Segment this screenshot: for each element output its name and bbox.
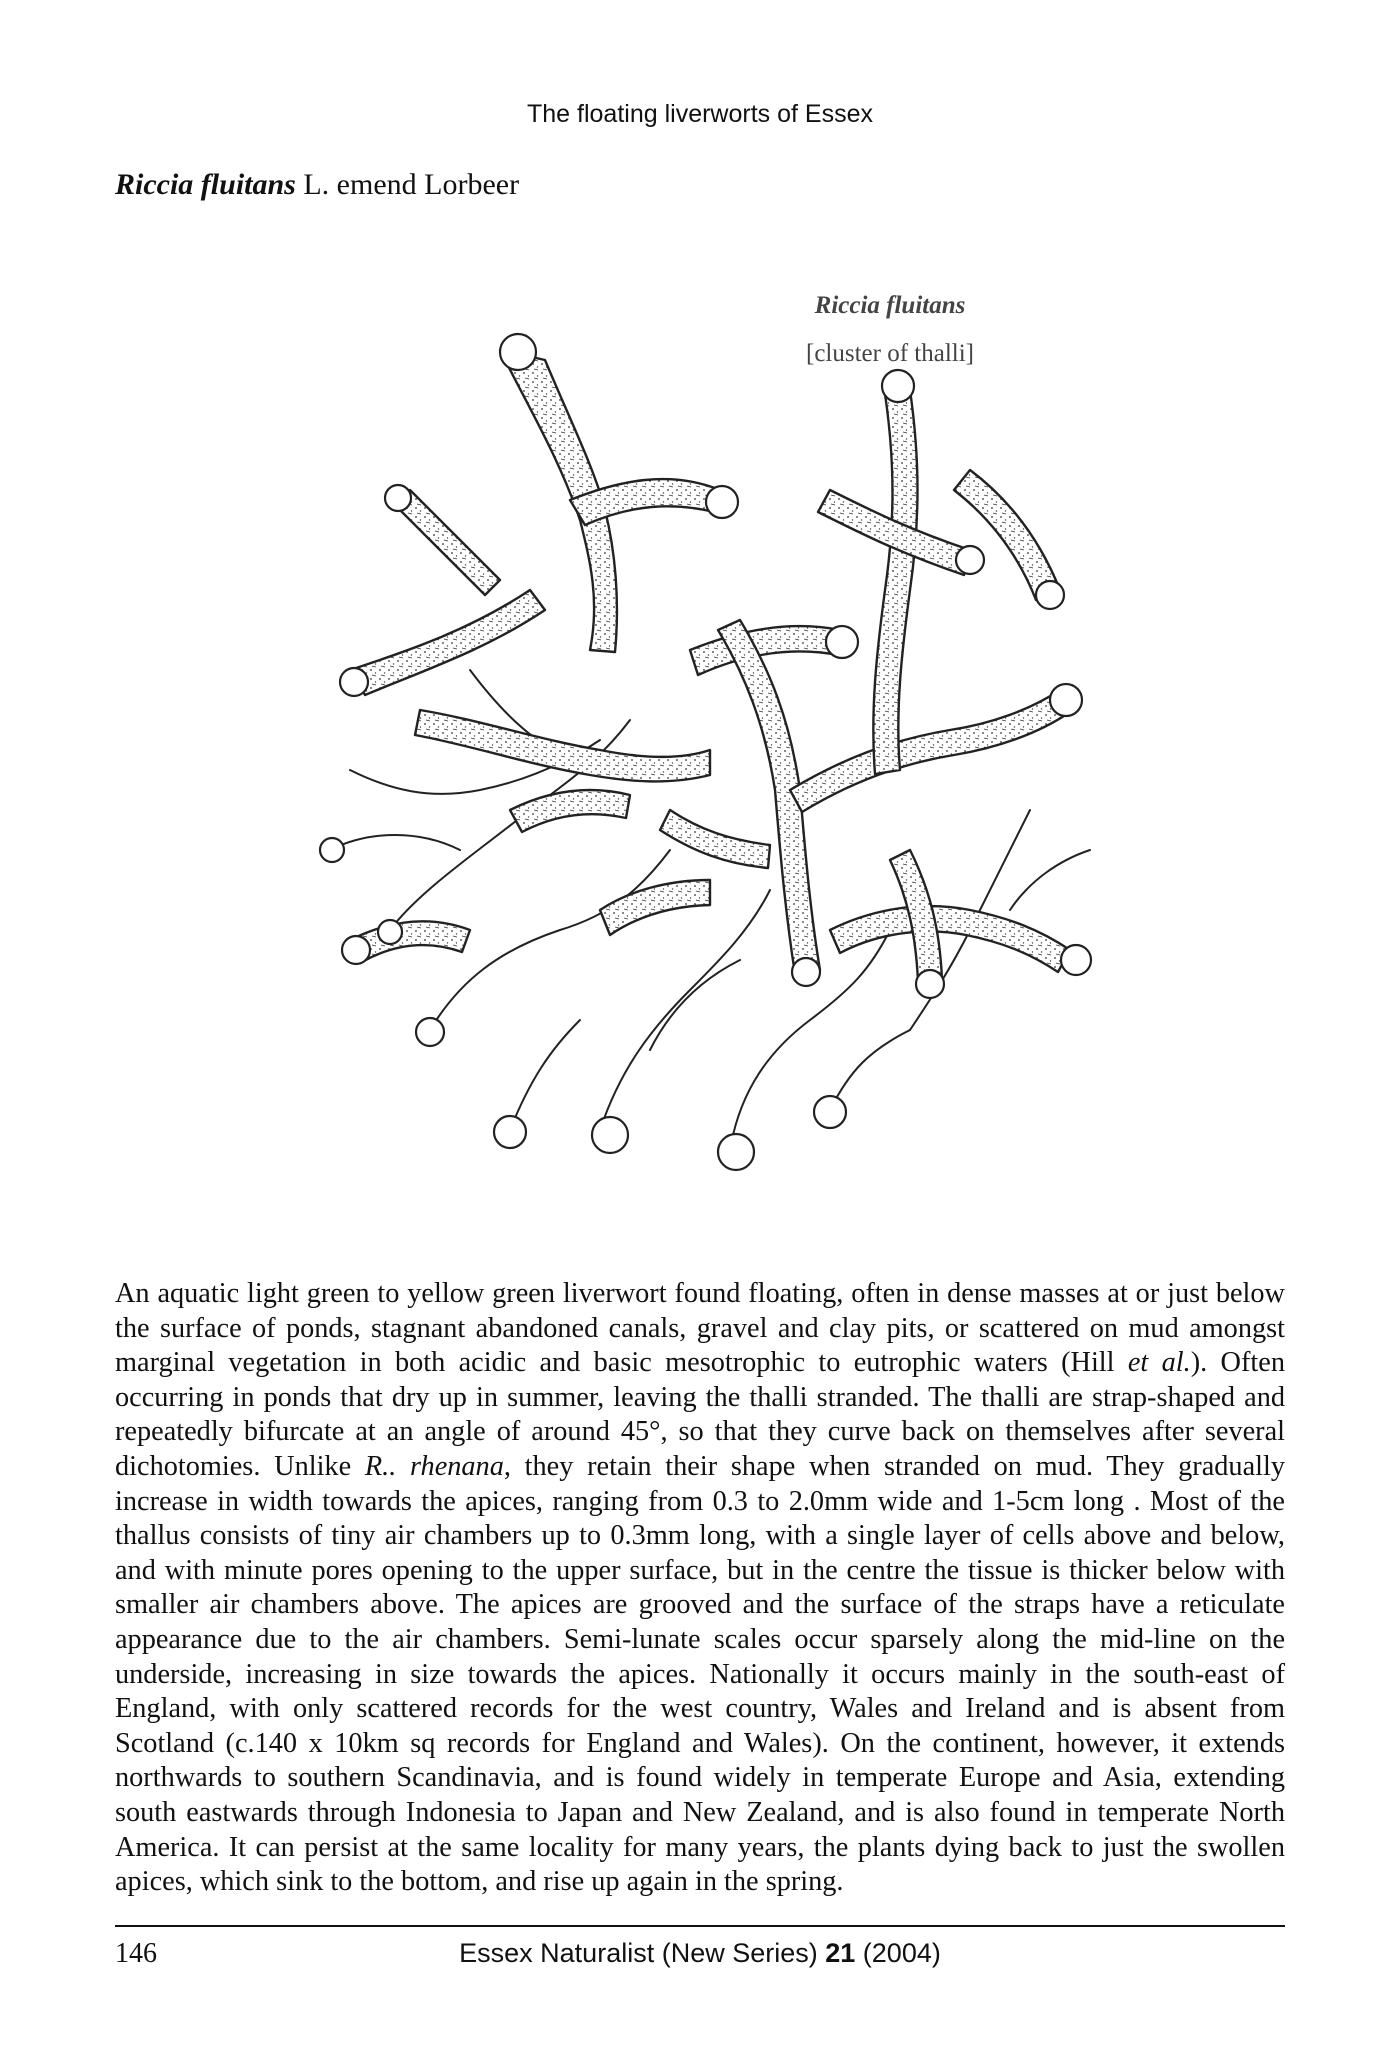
species-latin-name: Riccia fluitans bbox=[115, 168, 296, 201]
species-heading bbox=[115, 168, 519, 202]
journal-citation bbox=[0, 1938, 1400, 1969]
running-head: The floating liverworts of Essex bbox=[527, 100, 873, 128]
species-reference-rhenana: R.. rhenana bbox=[364, 1450, 504, 1482]
species-authority: L. emend Lorbeer bbox=[303, 168, 520, 201]
footer-rule bbox=[115, 1925, 1285, 1927]
journal-volume: 21 bbox=[825, 1938, 856, 1968]
liverwort-thalli-illustration bbox=[270, 290, 1150, 1190]
description-part-2: ). Often occurring in ponds that dry up in summer, leaving the thalli stranded. The thalli are strap-shaped and repeatedly bifurcate at an angle of around 45°, so that they curve back on themselves after several dichotomies. Unlike bbox=[115, 1347, 1285, 1482]
citation-etal: et al. bbox=[1127, 1347, 1191, 1379]
description-part-1: An aquatic light green to yellow green liverwort found floating, often in dense masses at or just below the surface of ponds, stagnant abandoned canals, gravel and clay pits, or scattered on mud amongst marginal vegetation in both acidic and basic mesotrophic to eutrophic waters (Hill bbox=[115, 1278, 1285, 1379]
figure-caption bbox=[780, 292, 1000, 368]
journal-year: (2004) bbox=[855, 1938, 941, 1968]
figure-caption-subtitle: [cluster of thalli] bbox=[806, 340, 974, 367]
figure-caption-title: Riccia fluitans bbox=[814, 292, 966, 319]
description-part-3: , they retain their shape when stranded on mud. They gradually increase in width towards the apices, ranging from 0.3 to 2.0mm wide and 1-5cm long . Most of the thallus consists of tiny air chambers up to 0.3mm long, with a single layer of cells above and below, and with minute pores opening to the upper surface, but in the centre the tissue is thicker below with smaller air chambers above. The apices are grooved and the surface of the straps have a reticulate appearance due to the air chambers. Semi-lunate scales occur sparsely along the mid-line on the underside, increasing in size towards the apices. Nationally it occurs mainly in the south-east of England, with only scattered records for the west country, Wales and Ireland and is absent from Scotland (c.140 x 10km sq records for England and Wales). On the continent, however, it extends northwards to southern Scandinavia, and is found widely in temperate Europe and Asia, extending south eastwards through Indonesia to Japan and New Zealand, and is also found in temperate North America. It can persist at the same locality for many years, the plants dying back to just the swollen apices, which sink to the bottom, and rise up again in the spring. bbox=[115, 1450, 1285, 1898]
species-description bbox=[115, 1277, 1285, 1900]
page-number: 146 bbox=[115, 1938, 157, 1969]
journal-name: Essex Naturalist (New Series) bbox=[459, 1938, 826, 1968]
